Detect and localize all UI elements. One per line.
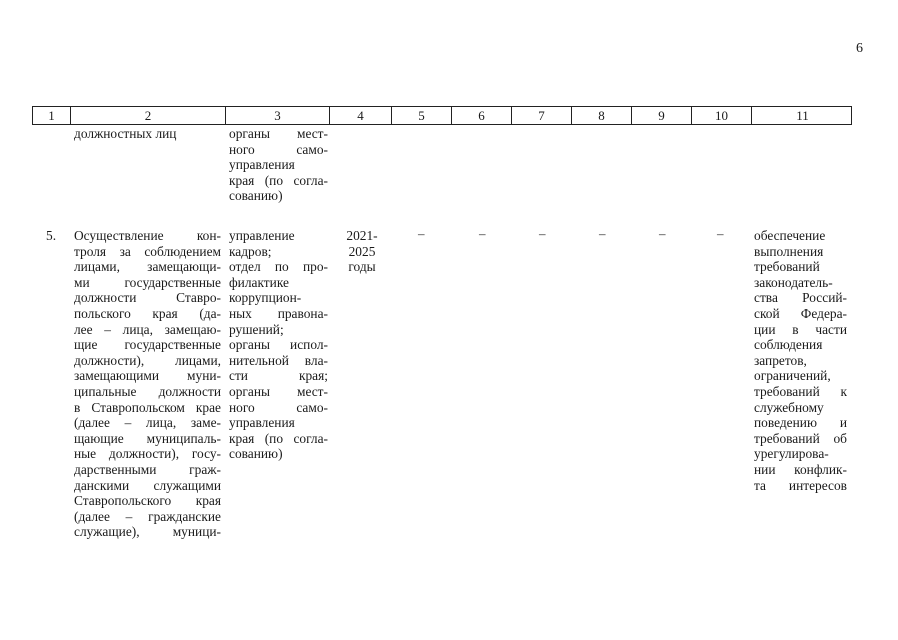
row5-col11-text: [754, 228, 847, 493]
text-line: коррупцион-: [229, 290, 302, 306]
text-line: органы мест-: [229, 126, 328, 141]
text-line: данскими служащими: [74, 477, 221, 493]
row5-col4-period: [340, 228, 384, 275]
text-line: сованию): [229, 446, 283, 462]
text-line: дарственными граж-: [74, 461, 221, 477]
text-line: запретов,: [754, 352, 807, 368]
text-line: польского края (да-: [74, 305, 221, 321]
text-line: ных правона-: [229, 305, 328, 321]
text-line: нии конфлик-: [754, 461, 847, 477]
text-line: в Ставропольском крае: [74, 399, 221, 415]
page-number: 6: [856, 41, 863, 56]
text-line: края (по согла-: [229, 172, 328, 188]
text-line: нительной вла-: [229, 352, 328, 368]
header-cell-4: 4: [330, 107, 392, 124]
text-line: щающие муниципаль-: [74, 430, 221, 446]
text-line: 2025: [348, 243, 376, 259]
row5-col2-text: [74, 228, 221, 540]
header-cell-7: 7: [512, 107, 572, 124]
text-line: сованию): [229, 188, 283, 204]
text-line: годы: [348, 259, 376, 275]
header-cell-1: 1: [33, 107, 71, 124]
row-number: 5.: [46, 228, 57, 243]
text-line: рушений;: [229, 321, 284, 337]
dash-col-8: –: [599, 226, 606, 241]
text-line: требований: [754, 259, 820, 275]
header-cell-8: 8: [572, 107, 632, 124]
text-line: троля за соблюдением: [74, 243, 221, 259]
text-line: ми государственные: [74, 274, 221, 290]
header-cell-6: 6: [452, 107, 512, 124]
text-line: ные должности), госу-: [74, 446, 221, 462]
text-line: лицами, замещающи-: [74, 259, 221, 275]
text-line: кадров;: [229, 243, 272, 259]
text-line: отдел по про-: [229, 259, 328, 275]
text-line: (далее – лица, заме-: [74, 415, 221, 431]
text-line: Ставропольского края: [74, 493, 221, 509]
dash-col-6: –: [479, 226, 486, 241]
text-line: управления: [229, 415, 295, 431]
text-line: управление: [229, 228, 295, 243]
text-line: щие государственные: [74, 337, 221, 353]
text-line: управления: [229, 157, 295, 173]
text-line: ства Россий-: [754, 290, 847, 306]
text-line: филактике: [229, 274, 289, 290]
text-line: сти края;: [229, 368, 328, 384]
text-line: должности Ставро-: [74, 290, 221, 306]
text-line: служебному: [754, 399, 824, 415]
table-header-row: [32, 106, 852, 125]
text-line: требований об: [754, 430, 847, 446]
text-line: ции в части: [754, 321, 847, 337]
text-line: та интересов: [754, 477, 847, 493]
text-line: поведению и: [754, 415, 847, 431]
text-line: должности), лицами,: [74, 352, 221, 368]
text-line: ного само-: [229, 141, 328, 157]
header-cell-10: 10: [692, 107, 752, 124]
text-line: лее – лица, замещаю-: [74, 321, 221, 337]
header-cell-9: 9: [632, 107, 692, 124]
text-line: должностных лиц: [74, 126, 177, 141]
row5-col3-text: [229, 228, 328, 462]
header-cell-5: 5: [392, 107, 452, 124]
text-line: Осуществление кон-: [74, 228, 221, 243]
dash-col-9: –: [659, 226, 666, 241]
text-line: ской Федера-: [754, 305, 847, 321]
dash-col-5: –: [418, 226, 425, 241]
dash-col-7: –: [539, 226, 546, 241]
text-line: ограничений,: [754, 368, 831, 384]
text-line: ципальные должности: [74, 383, 221, 399]
text-line: выполнения: [754, 243, 824, 259]
header-cell-3: 3: [226, 107, 330, 124]
text-line: края (по согла-: [229, 430, 328, 446]
text-line: требований к: [754, 383, 847, 399]
text-line: замещающими муни-: [74, 368, 221, 384]
text-line: соблюдения: [754, 337, 823, 353]
text-line: органы мест-: [229, 383, 328, 399]
text-line: урегулирова-: [754, 446, 829, 462]
text-line: 2021-: [346, 228, 378, 243]
header-cell-2: 2: [71, 107, 226, 124]
text-line: служащие), муници-: [74, 524, 221, 540]
text-line: ного само-: [229, 399, 328, 415]
text-line: законодатель-: [754, 274, 833, 290]
text-line: обеспечение: [754, 228, 826, 243]
header-cell-11: 11: [796, 108, 809, 123]
continuation-col3: [229, 126, 328, 204]
text-line: органы испол-: [229, 337, 328, 353]
continuation-col2: [74, 126, 221, 142]
text-line: (далее – гражданские: [74, 508, 221, 524]
dash-col-10: –: [717, 226, 724, 241]
